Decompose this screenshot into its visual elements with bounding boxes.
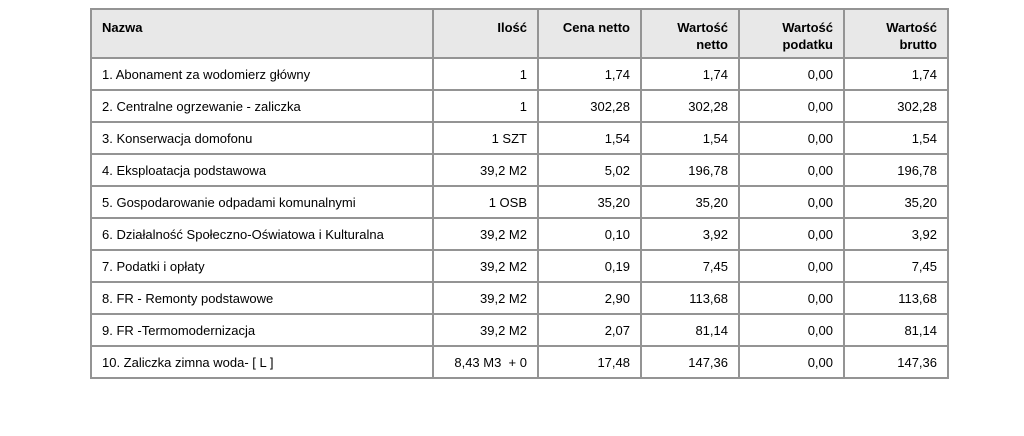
cell-wartosc-netto: 1,74 [641, 58, 739, 90]
cell-cena-netto: 0,19 [538, 250, 641, 282]
cell-wartosc-brutto: 35,20 [844, 186, 948, 218]
cell-ilosc: 1 [433, 58, 538, 90]
cell-wartosc-podatku: 0,00 [739, 90, 844, 122]
cell-ilosc: 8,43 M3 + 0 [433, 346, 538, 378]
cell-wartosc-brutto: 1,54 [844, 122, 948, 154]
cell-wartosc-brutto: 113,68 [844, 282, 948, 314]
cell-wartosc-podatku: 0,00 [739, 186, 844, 218]
cell-cena-netto: 2,07 [538, 314, 641, 346]
cell-wartosc-brutto: 302,28 [844, 90, 948, 122]
cell-wartosc-podatku: 0,00 [739, 122, 844, 154]
cell-cena-netto: 1,54 [538, 122, 641, 154]
table-row [91, 250, 948, 282]
cell-nazwa: 3. Konserwacja domofonu [91, 122, 433, 154]
table-row [91, 186, 948, 218]
cell-ilosc: 1 OSB [433, 186, 538, 218]
cell-nazwa: 1. Abonament za wodomierz główny [91, 58, 433, 90]
table-row [91, 282, 948, 314]
column-header-nazwa: Nazwa [91, 9, 433, 58]
cell-cena-netto: 17,48 [538, 346, 641, 378]
table-row [91, 90, 948, 122]
cell-cena-netto: 35,20 [538, 186, 641, 218]
table-body [91, 58, 948, 378]
cell-wartosc-brutto: 196,78 [844, 154, 948, 186]
fees-table [90, 8, 949, 379]
cell-wartosc-brutto: 1,74 [844, 58, 948, 90]
cell-wartosc-brutto: 3,92 [844, 218, 948, 250]
table-head [91, 9, 948, 58]
cell-wartosc-podatku: 0,00 [739, 282, 844, 314]
header-row [91, 9, 948, 58]
column-header-ilosc: Ilość [433, 9, 538, 58]
cell-nazwa: 10. Zaliczka zimna woda- [ L ] [91, 346, 433, 378]
cell-nazwa: 8. FR - Remonty podstawowe [91, 282, 433, 314]
cell-wartosc-podatku: 0,00 [739, 154, 844, 186]
column-header-wartosc-podatku: Wartość podatku [739, 9, 844, 58]
table-row [91, 218, 948, 250]
cell-ilosc: 39,2 M2 [433, 154, 538, 186]
cell-wartosc-brutto: 7,45 [844, 250, 948, 282]
cell-wartosc-netto: 1,54 [641, 122, 739, 154]
column-header-wartosc-brutto: Wartość brutto [844, 9, 948, 58]
cell-wartosc-podatku: 0,00 [739, 58, 844, 90]
cell-wartosc-netto: 35,20 [641, 186, 739, 218]
column-header-cena-netto: Cena netto [538, 9, 641, 58]
cell-wartosc-podatku: 0,00 [739, 218, 844, 250]
table-row [91, 58, 948, 90]
cell-wartosc-brutto: 147,36 [844, 346, 948, 378]
column-header-wartosc-netto: Wartość netto [641, 9, 739, 58]
table-row [91, 346, 948, 378]
cell-nazwa: 7. Podatki i opłaty [91, 250, 433, 282]
cell-wartosc-podatku: 0,00 [739, 314, 844, 346]
cell-wartosc-netto: 7,45 [641, 250, 739, 282]
cell-nazwa: 4. Eksploatacja podstawowa [91, 154, 433, 186]
cell-wartosc-podatku: 0,00 [739, 250, 844, 282]
cell-ilosc: 39,2 M2 [433, 314, 538, 346]
cell-wartosc-netto: 81,14 [641, 314, 739, 346]
cell-ilosc: 1 [433, 90, 538, 122]
cell-nazwa: 5. Gospodarowanie odpadami komunalnymi [91, 186, 433, 218]
cell-wartosc-netto: 302,28 [641, 90, 739, 122]
cell-ilosc: 39,2 M2 [433, 218, 538, 250]
cell-wartosc-netto: 3,92 [641, 218, 739, 250]
cell-ilosc: 39,2 M2 [433, 282, 538, 314]
cell-nazwa: 9. FR -Termomodernizacja [91, 314, 433, 346]
table-row [91, 314, 948, 346]
cell-wartosc-netto: 113,68 [641, 282, 739, 314]
cell-wartosc-podatku: 0,00 [739, 346, 844, 378]
cell-wartosc-netto: 147,36 [641, 346, 739, 378]
cell-cena-netto: 0,10 [538, 218, 641, 250]
table-row [91, 122, 948, 154]
cell-cena-netto: 302,28 [538, 90, 641, 122]
cell-cena-netto: 2,90 [538, 282, 641, 314]
table-row [91, 154, 948, 186]
cell-ilosc: 1 SZT [433, 122, 538, 154]
cell-nazwa: 2. Centralne ogrzewanie - zaliczka [91, 90, 433, 122]
cell-cena-netto: 1,74 [538, 58, 641, 90]
cell-wartosc-brutto: 81,14 [844, 314, 948, 346]
cell-nazwa: 6. Działalność Społeczno-Oświatowa i Kulturalna [91, 218, 433, 250]
cell-ilosc: 39,2 M2 [433, 250, 538, 282]
cell-cena-netto: 5,02 [538, 154, 641, 186]
cell-wartosc-netto: 196,78 [641, 154, 739, 186]
